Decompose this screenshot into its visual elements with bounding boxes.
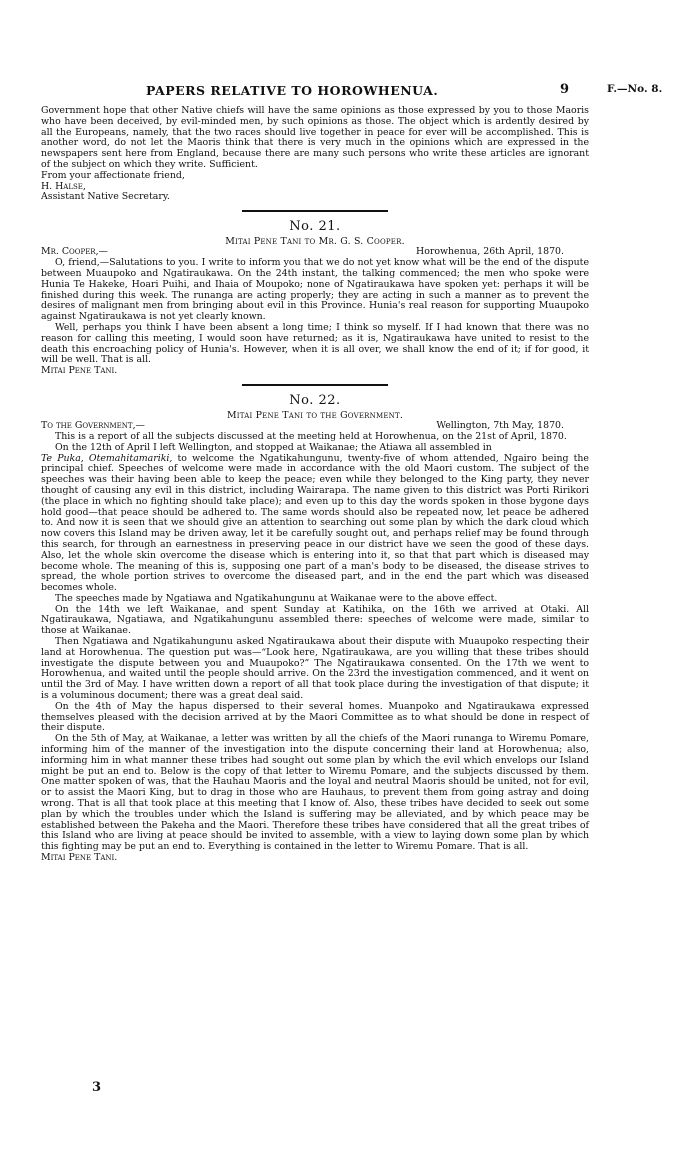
doc22-p2-place: Te Puka, Otemahitamariki, bbox=[41, 452, 173, 464]
doc22-paragraph: The speeches made by Ngatiawa and Ngatikahungunu at Waikanae were to the above effect. bbox=[55, 592, 498, 604]
doc22-paragraph-2 bbox=[41, 443, 589, 594]
doc21-signature: Mitai Pene Tani. bbox=[41, 365, 118, 377]
doc21-subtitle: Mitai Pene Tani to Mr. G. S. Cooper. bbox=[225, 236, 405, 248]
doc21-address-line bbox=[41, 247, 589, 258]
doc22-paragraph: On the 4th of May the hapus dispersed to their several homes. Muanpoko and Ngatiraukawa expressed themselves pleased with the decision arrived at by the Maori Committee as to what should be done in respect of their dispute. bbox=[41, 700, 589, 734]
page-header bbox=[0, 83, 700, 99]
doc22-subtitle: Mitai Pene Tani to the Government. bbox=[226, 409, 404, 421]
intro-signer: H. Halse, bbox=[41, 180, 86, 192]
paper-code: F.—No. 8. bbox=[607, 83, 663, 95]
intro-paragraph: Government hope that other Native chiefs will have the same opinions as those expressed by you to those Maoris who have been deceived, by evil-minded men, by such opinions as those. The object which is ardently desired by all the Europeans, namely, that the two races should live together in peace for ever will be accomplished. This is another word, do not let the Maoris think that there is very much in the opinions which are expressed in the newspapers sent here from England, because there are many such persons who write these articles are ignorant of the subject on which they write. Sufficient. bbox=[41, 105, 589, 170]
sheet-number: 3 bbox=[92, 1080, 102, 1095]
intro-closing: From your affectionate friend, bbox=[41, 169, 185, 181]
doc22-paragraph: This is a report of all the subjects discussed at the meeting held at Horowhenua, on the 21st of April, 1870. bbox=[55, 430, 567, 442]
doc21-salutation: Mr. Cooper,— bbox=[41, 246, 108, 258]
doc22-paragraph: On the 5th of May, at Waikanae, a letter was written by all the chiefs of the Maori runanga to Wiremu Pomare, informing him of the manner of the investigation into the dispute concerning their land at Horowhenua; also, informing him in what manner these tribes had sought out some plan by which the evil which envelops our Island might be put an end to. Below is the copy of that letter to Wiremu Pomare, and the subjects discussed by them. One matter spoken of was, that the Hauhau Maoris and the loyal and neutral Maoris should be united, not for evil, or to assist the Maori King, but to drag in those who are Hauhaus, to prevent them from going astray and doing wrong. That is all that took place at this meeting that I know of. Also, these tribes have decided to seek out some plan by which the troubles under which the Island is suffering may be alleviated, and by which peace may be established between the Pakeha and the Maori. Therefore these tribes have considered that all the great tribes of this Island who are living at peace should be invited to assemble, with a view to laying down some plan by which this fighting may be put an end to. Everything is contained in the letter to Wiremu Pomare. That is all. bbox=[41, 733, 589, 853]
doc22-p2-start: On the 12th of April I left Wellington, and stopped at Waikanae; the Atiawa all assembled in bbox=[55, 441, 492, 453]
running-title: PAPERS RELATIVE TO HOROWHENUA. bbox=[146, 83, 439, 98]
doc21-number: No. 21. bbox=[289, 219, 341, 235]
page-body bbox=[41, 106, 589, 864]
doc21-paragraph: O, friend,—Salutations to you. I write to inform you that we do not yet know what will be the end of the dispute between Muaupoko and Ngatiraukawa. On the 24th instant, the talking commenced; the men who spoke were Hunia Te Hakeke, Hoari Puihi, and Ihaia of Moupoko; none of Ngatiraukawa have spoken yet: perhaps it will be finished during this week. The runanga are acting properly; they are acting in such a manner as to prevent the desires of malignant men from bringing about evil in this Province. Hunia's real reason for supporting Muaupoko against Ngatiraukawa is not yet clearly known. bbox=[41, 257, 589, 323]
doc21-place-date: Horowhenua, 26th April, 1870. bbox=[416, 246, 564, 258]
doc22-salutation: To the Government,— bbox=[41, 419, 145, 431]
doc22-address-line bbox=[41, 421, 589, 432]
page-number: 9 bbox=[560, 82, 570, 97]
intro-signer-title: Assistant Native Secretary. bbox=[41, 191, 170, 203]
doc21-paragraph: Well, perhaps you think I have been absent a long time; I think so myself. If I had known that there was no reason for calling this meeting, I would soon have returned; as it is, Ngatiraukawa have united to resist to the death this encroaching policy of Hunia's. However, when it is all over, we shall know the end of it; if for good, it will be well. That is all. bbox=[41, 321, 589, 366]
section-divider bbox=[242, 384, 388, 386]
doc22-paragraph: Then Ngatiawa and Ngatikahungunu asked Ngatiraukawa about their dispute with Muaupoko respecting their land at Horowhenua. The question put was—“Look here, Ngatiraukawa, are you willing that these tribes should investigate the dispute between you and Muaupoko?” The Ngatiraukawa consented. On the 17th we went to Horowhenua, and waited until the people should arrive. On the 23rd the investigation commenced, and it went on until the 3rd of May. I have written down a report of all that took place during the investigation of that dispute; it is a voluminous document; there was a great deal said. bbox=[41, 636, 589, 702]
doc22-number: No. 22. bbox=[289, 392, 341, 408]
doc22-signature: Mitai Pene Tani. bbox=[41, 852, 118, 864]
doc22-place-date: Wellington, 7th May, 1870. bbox=[436, 419, 564, 431]
doc22-paragraph: On the 14th we left Waikanae, and spent Sunday at Katihika, on the 16th we arrived at Otaki. All Ngatiraukawa, Ngatiawa, and Ngatikahungunu assembled there: speeches of welcome were made, similar to those at Waikanae. bbox=[41, 603, 589, 637]
section-divider bbox=[242, 210, 388, 212]
doc22-p2-rest: to welcome the Ngatikahungunu, twenty-five of whom attended, Ngairo being the principal chief. Speeches of welcome were made in accordance with the old Maori custom. The subject of the speeches was their having been able to keep the peace; even while they belonged to the King party, they never thought of causing any evil in this district, including Wairarapa. The name given to this district was Porti Ririkori (the place in which no fighting should take place); and even up to this day the words spoken in those bygone days hold good—that peace should be adhered to. The same words should also be repeated now, let peace be adhered to. And now it is seen that we should give an attention to searching out some plan by which the dark cloud which now covers this Island may be driven away, let it be carefully sought out, and perhaps relief may be found through this search, for through an earnestness in preserving peace in our district have we seen the good of these days. Also, let the whole skin overcome the disease which is entering into it, so that that part which is diseased may become whole. The meaning of this is, supposing one part of a man's body to be diseased, the disease strives to spread, the whole portion strives to overcome the diseased part, and in the end the part which was diseased becomes whole. bbox=[41, 452, 589, 594]
